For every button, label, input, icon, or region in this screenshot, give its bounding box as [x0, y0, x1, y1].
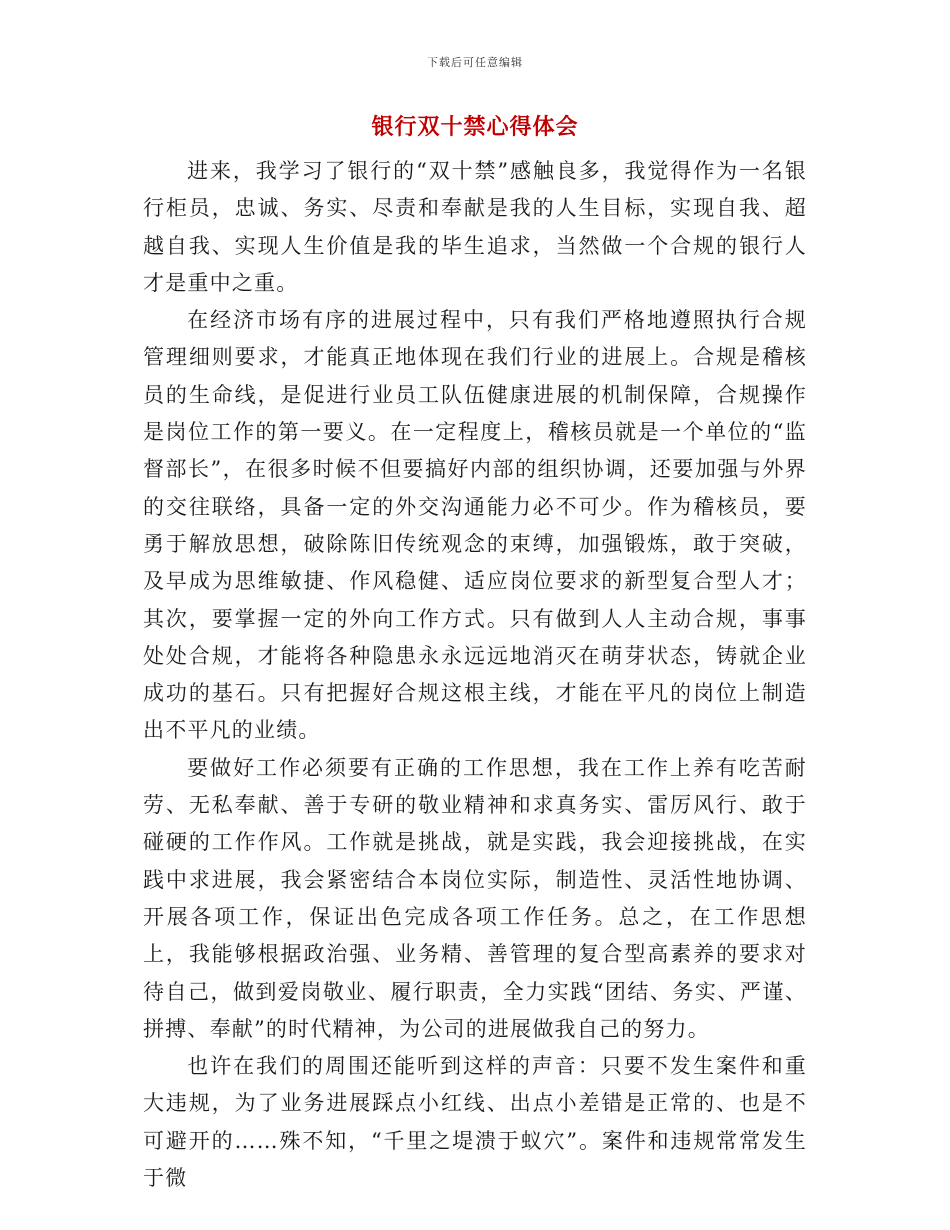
paragraph-1: 进来，我学习了银行的“双十禁”感触良多，我觉得作为一名银行柜员，忠诚、务实、尽责和奉献是我的人生目标，实现自我、超越自我、实现人生价值是我的毕生追求，当然做一个合规的银行人才是重中之重。: [143, 159, 807, 295]
page-header-note: 下载后可任意编辑: [427, 56, 523, 69]
document-title: 银行双十禁心得体会: [371, 115, 579, 140]
paragraph-4: 也许在我们的周围还能听到这样的声音：只要不发生案件和重大违规，为了业务进展踩点小红线、出点小差错是正常的、也是不可避开的……殊不知，“千里之堤溃于蚁穴”。案件和违规常常发生于微: [143, 1054, 807, 1191]
paragraph-2: 在经济市场有序的进展过程中，只有我们严格地遵照执行合规管理细则要求，才能真正地体现在我们行业的进展上。合规是稽核员的生命线，是促进行业员工队伍健康进展的机制保障，合规操作是岗位工作的第一要义。在一定程度上，稽核员就是一个单位的“监督部长”，在很多时候不但要搞好内部的组织协调，还要加强与外界的交往联络，具备一定的外交沟通能力必不可少。作为稽核员，要勇于解放思想，破除陈旧传统观念的束缚，加强锻炼，敢于突破，及早成为思维敏捷、作风稳健、适应岗位要求的新型复合型人才；其次，要掌握一定的外向工作方式。只有做到人人主动合规，事事处处合规，才能将各种隐患永永远远地消灭在萌芽状态，铸就企业成功的基石。只有把握好合规这根主线，才能在平凡的岗位上制造出不平凡的业绩。: [143, 308, 807, 743]
document-body: [143, 153, 807, 1197]
paragraph-3: 要做好工作必须要有正确的工作思想，我在工作上养有吃苦耐劳、无私奉献、善于专研的敬业精神和求真务实、雷厉风行、敢于碰硬的工作作风。工作就是挑战，就是实践，我会迎接挑战，在实践中求进展，我会紧密结合本岗位实际，制造性、灵活性地协调、开展各项工作，保证出色完成各项工作任务。总之，在工作思想上，我能够根据政治强、业务精、善管理的复合型高素养的要求对待自己，做到爱岗敬业、履行职责，全力实践“团结、务实、严谨、拼搏、奉献”的时代精神，为公司的进展做我自己的努力。: [143, 755, 807, 1041]
